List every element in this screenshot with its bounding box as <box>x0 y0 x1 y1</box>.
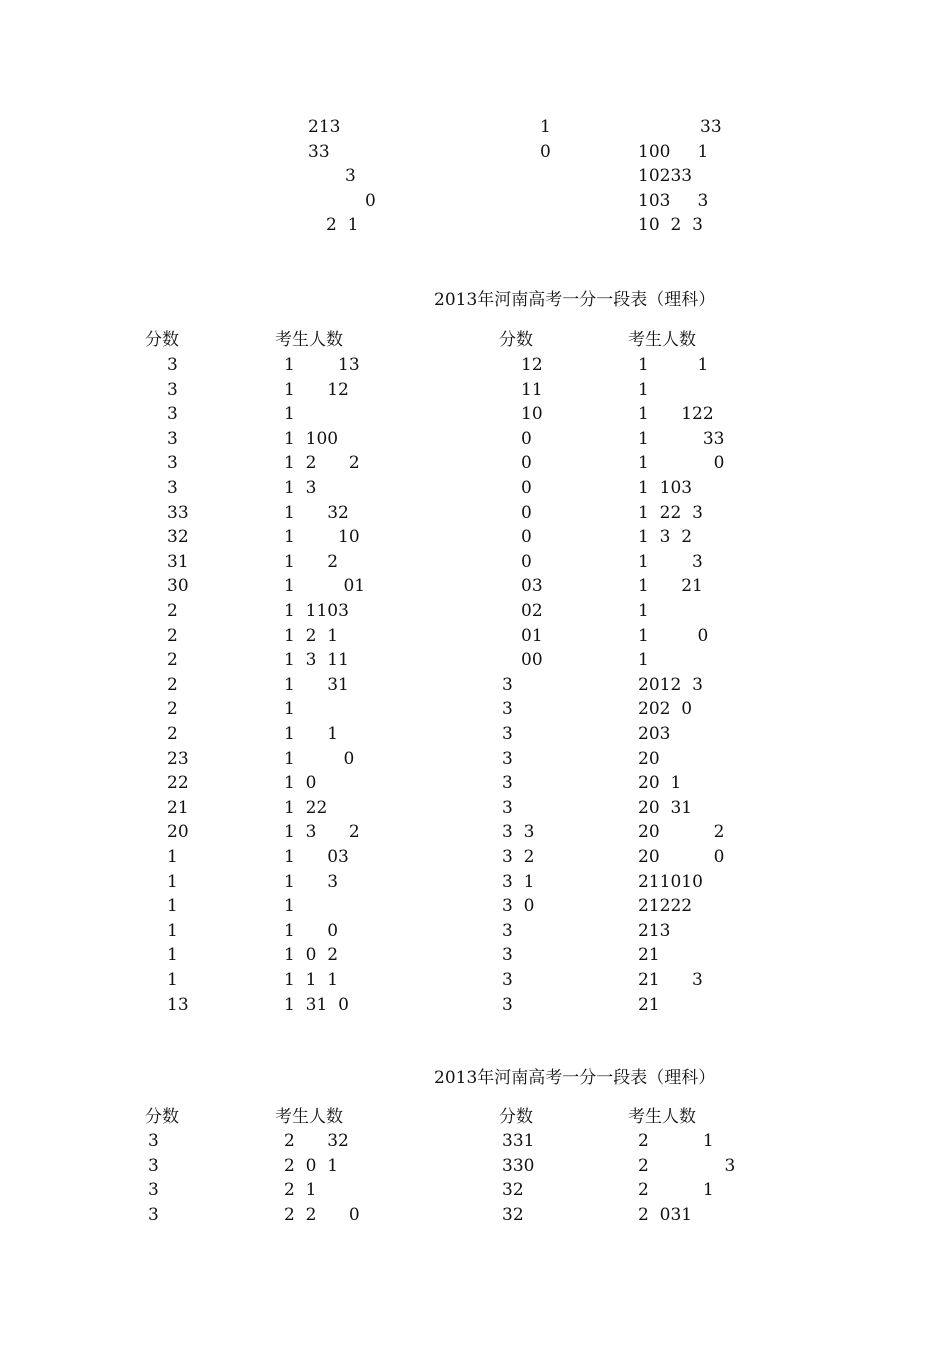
count-cell: 1 03 <box>284 847 349 867</box>
score-cell: 20 <box>167 822 189 843</box>
column-header: 分数 <box>499 1107 533 1127</box>
score-cell: 3 <box>167 404 178 425</box>
score-cell: 33 <box>167 502 189 523</box>
column-header: 分数 <box>145 330 179 350</box>
score-cell: 330 <box>502 1155 535 1176</box>
score-cell: 1 <box>167 847 178 867</box>
count-cell: 213 <box>638 920 671 941</box>
score-cell: 3 <box>502 724 513 744</box>
count-cell: 20 1 <box>638 773 682 794</box>
score-cell: 3 <box>502 994 513 1015</box>
count-cell: 2012 3 <box>638 674 703 695</box>
score-cell: 3 <box>502 970 513 990</box>
count-cell: 1 <box>638 601 649 621</box>
count-cell: 1 0 <box>638 625 709 646</box>
score-cell: 23 <box>167 748 189 769</box>
column-header: 分数 <box>145 1107 179 1127</box>
count-cell: 1 <box>638 650 649 671</box>
score-cell: 0 <box>521 527 532 548</box>
score-cell: 1 <box>167 970 178 990</box>
count-cell: 1 3 2 <box>638 527 693 548</box>
count-cell: 1 3 2 <box>284 822 360 843</box>
score-cell: 3 0 <box>502 896 535 917</box>
top-col1-cell: 0 <box>365 190 376 211</box>
count-cell: 1 33 <box>638 428 725 449</box>
count-cell: 21 <box>638 945 660 966</box>
top-col1-cell: 2 1 <box>326 215 359 236</box>
count-cell: 1 2 2 <box>284 453 360 474</box>
score-cell: 10 <box>521 404 543 425</box>
count-cell: 1 122 <box>638 404 714 425</box>
count-cell: 2 031 <box>638 1204 693 1225</box>
top-col2-cell: 0 <box>540 141 551 162</box>
score-cell: 3 <box>148 1204 159 1225</box>
score-cell: 1 <box>167 920 178 941</box>
score-cell: 11 <box>521 379 543 400</box>
score-cell: 1 <box>167 871 178 892</box>
score-cell: 3 <box>148 1180 159 1201</box>
count-cell: 2 32 <box>284 1131 349 1151</box>
column-header: 考生人数 <box>275 1107 343 1127</box>
score-cell: 2 <box>167 699 178 720</box>
score-cell: 01 <box>521 625 543 646</box>
count-cell: 1 1103 <box>284 601 349 621</box>
count-cell: 1 3 11 <box>284 650 349 671</box>
score-cell: 3 <box>502 797 513 818</box>
score-cell: 3 <box>167 428 178 449</box>
score-cell: 2 <box>167 601 178 621</box>
score-cell: 3 1 <box>502 871 535 892</box>
score-cell: 0 <box>521 502 532 523</box>
score-cell: 0 <box>521 453 532 474</box>
count-cell: 1 22 3 <box>638 502 703 523</box>
score-cell: 13 <box>167 994 189 1015</box>
table-title: 2013年河南高考一分一段表（理科） <box>434 1068 716 1088</box>
count-cell: 1 0 <box>638 453 725 474</box>
score-cell: 32 <box>502 1180 524 1201</box>
count-cell: 20 <box>638 748 660 769</box>
count-cell: 21 <box>638 994 660 1015</box>
score-cell: 2 <box>167 625 178 646</box>
count-cell: 1 31 0 <box>284 994 349 1015</box>
count-cell: 1 22 <box>284 797 328 818</box>
score-cell: 03 <box>521 576 543 597</box>
score-cell: 32 <box>502 1204 524 1225</box>
count-cell: 2 2 0 <box>284 1204 360 1225</box>
top-col3-cell: 33 <box>700 117 722 137</box>
top-col3-cell: 100 1 <box>638 141 709 162</box>
top-col3-cell: 103 3 <box>638 190 709 211</box>
score-cell: 3 3 <box>502 822 535 843</box>
column-header: 分数 <box>499 330 533 350</box>
count-cell: 1 1 <box>284 724 339 744</box>
score-cell: 3 2 <box>502 847 535 867</box>
score-cell: 02 <box>521 601 543 621</box>
count-cell: 2 1 <box>638 1180 714 1201</box>
column-header: 考生人数 <box>628 330 696 350</box>
score-cell: 1 <box>167 896 178 917</box>
score-cell: 3 <box>502 920 513 941</box>
count-cell: 20 31 <box>638 797 693 818</box>
top-col1-cell: 3 <box>345 166 356 187</box>
score-cell: 00 <box>521 650 543 671</box>
score-cell: 0 <box>521 551 532 572</box>
count-cell: 2 0 1 <box>284 1155 339 1176</box>
count-cell: 21 3 <box>638 970 703 990</box>
score-cell: 3 <box>502 748 513 769</box>
count-cell: 2 1 <box>284 1180 317 1201</box>
score-cell: 3 <box>502 699 513 720</box>
count-cell: 1 1 <box>638 355 709 375</box>
count-cell: 1 3 <box>284 478 317 498</box>
score-cell: 3 <box>167 379 178 400</box>
score-cell: 32 <box>167 527 189 548</box>
top-col2-cell: 1 <box>540 117 551 137</box>
score-cell: 3 <box>502 773 513 794</box>
count-cell: 1 <box>284 699 295 720</box>
count-cell: 1 31 <box>284 674 349 695</box>
score-cell: 2 <box>167 650 178 671</box>
count-cell: 1 103 <box>638 478 693 498</box>
top-col3-cell: 10233 <box>638 166 693 187</box>
count-cell: 1 0 <box>284 920 339 941</box>
score-cell: 3 <box>167 355 178 375</box>
score-cell: 30 <box>167 576 189 597</box>
count-cell: 1 3 <box>638 551 703 572</box>
count-cell: 20 0 <box>638 847 725 867</box>
count-cell: 2 1 <box>638 1131 714 1151</box>
count-cell: 203 <box>638 724 671 744</box>
count-cell: 1 10 <box>284 527 360 548</box>
score-cell: 3 <box>502 674 513 695</box>
count-cell: 1 32 <box>284 502 349 523</box>
score-cell: 3 <box>148 1155 159 1176</box>
count-cell: 1 21 <box>638 576 703 597</box>
top-col3-cell: 10 2 3 <box>638 215 703 236</box>
score-cell: 3 <box>148 1131 159 1151</box>
score-cell: 2 <box>167 724 178 744</box>
column-header: 考生人数 <box>628 1107 696 1127</box>
count-cell: 1 2 1 <box>284 625 339 646</box>
score-cell: 31 <box>167 551 189 572</box>
count-cell: 2 3 <box>638 1155 736 1176</box>
score-cell: 1 <box>167 945 178 966</box>
top-col1-cell: 213 <box>308 117 341 137</box>
score-cell: 0 <box>521 478 532 498</box>
count-cell: 1 <box>638 379 649 400</box>
count-cell: 1 12 <box>284 379 349 400</box>
count-cell: 202 0 <box>638 699 693 720</box>
count-cell: 1 2 <box>284 551 339 572</box>
count-cell: 1 0 <box>284 773 317 794</box>
count-cell: 1 3 <box>284 871 339 892</box>
count-cell: 1 100 <box>284 428 339 449</box>
count-cell: 211010 <box>638 871 703 892</box>
score-cell: 12 <box>521 355 543 375</box>
column-header: 考生人数 <box>275 330 343 350</box>
table-title: 2013年河南高考一分一段表（理科） <box>434 290 716 310</box>
score-cell: 331 <box>502 1131 535 1151</box>
score-cell: 3 <box>502 945 513 966</box>
score-cell: 0 <box>521 428 532 449</box>
score-cell: 3 <box>167 478 178 498</box>
count-cell: 1 1 1 <box>284 970 339 990</box>
count-cell: 20 2 <box>638 822 725 843</box>
top-col1-cell: 33 <box>308 141 330 162</box>
count-cell: 21222 <box>638 896 693 917</box>
score-cell: 21 <box>167 797 189 818</box>
count-cell: 1 <box>284 896 295 917</box>
count-cell: 1 01 <box>284 576 366 597</box>
score-cell: 2 <box>167 674 178 695</box>
count-cell: 1 <box>284 404 295 425</box>
score-cell: 3 <box>167 453 178 474</box>
count-cell: 1 0 <box>284 748 355 769</box>
count-cell: 1 0 2 <box>284 945 339 966</box>
score-cell: 22 <box>167 773 189 794</box>
count-cell: 1 13 <box>284 355 360 375</box>
